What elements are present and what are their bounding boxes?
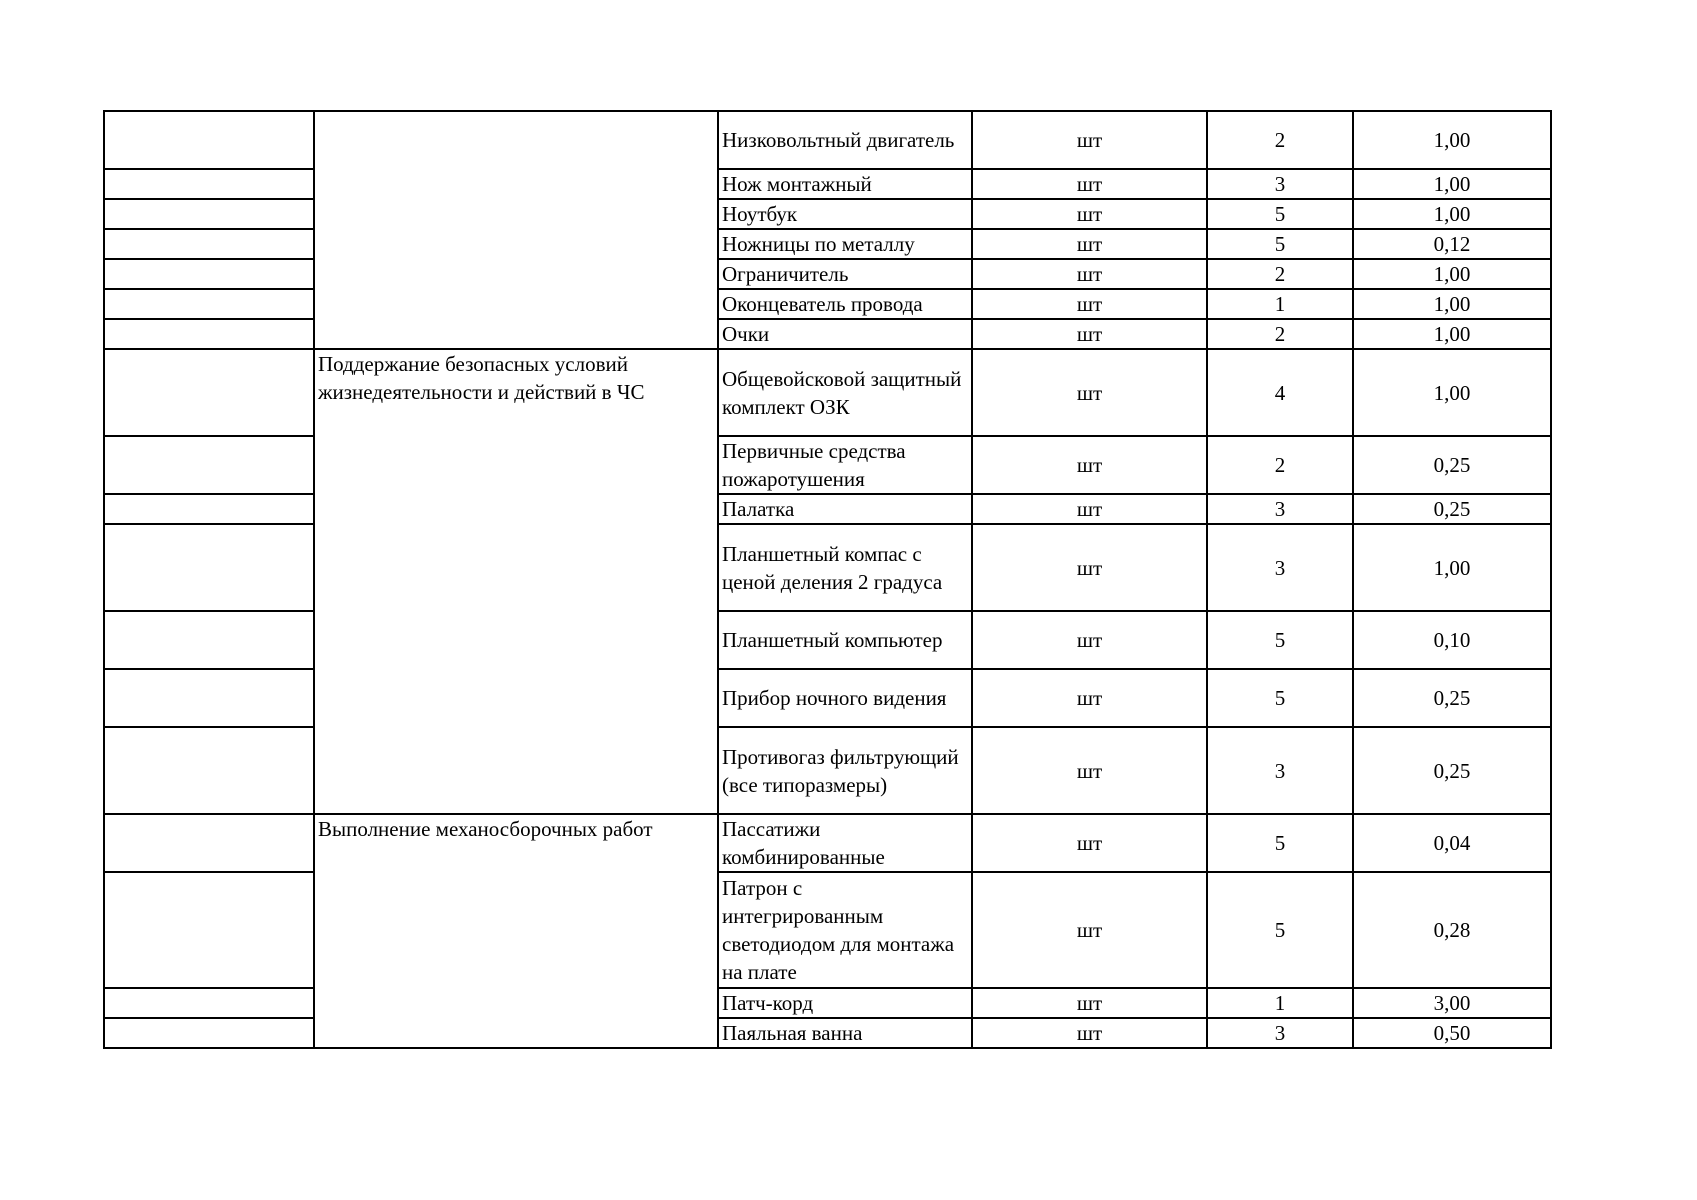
quantity-cell: 5 — [1207, 669, 1353, 727]
empty-cell — [104, 1018, 314, 1048]
item-name-cell: Общевойсковой защитный комплект ОЗК — [718, 349, 972, 436]
unit-cell: шт — [972, 319, 1207, 349]
unit-cell: шт — [972, 494, 1207, 524]
value-cell: 0,25 — [1353, 436, 1551, 494]
empty-cell — [104, 229, 314, 259]
section-cell: Поддержание безопасных условий жизнедеятельности и действий в ЧС — [314, 349, 718, 814]
empty-cell — [104, 319, 314, 349]
unit-cell: шт — [972, 988, 1207, 1018]
item-name-cell: Низковольтный двигатель — [718, 111, 972, 169]
empty-cell — [104, 524, 314, 611]
empty-cell — [104, 436, 314, 494]
unit-cell: шт — [972, 524, 1207, 611]
section-cell — [314, 111, 718, 349]
empty-cell — [104, 814, 314, 872]
quantity-cell: 5 — [1207, 814, 1353, 872]
empty-cell — [104, 872, 314, 988]
item-name-cell: Первичные средства пожаротушения — [718, 436, 972, 494]
value-cell: 1,00 — [1353, 524, 1551, 611]
value-cell: 0,28 — [1353, 872, 1551, 988]
value-cell: 0,25 — [1353, 494, 1551, 524]
quantity-cell: 3 — [1207, 727, 1353, 814]
value-cell: 1,00 — [1353, 319, 1551, 349]
item-name-cell: Планшетный компас с ценой деления 2 градуса — [718, 524, 972, 611]
quantity-cell: 3 — [1207, 524, 1353, 611]
empty-cell — [104, 349, 314, 436]
item-name-cell: Ножницы по металлу — [718, 229, 972, 259]
item-name-cell: Нож монтажный — [718, 169, 972, 199]
value-cell: 1,00 — [1353, 199, 1551, 229]
empty-cell — [104, 727, 314, 814]
unit-cell: шт — [972, 199, 1207, 229]
value-cell: 0,04 — [1353, 814, 1551, 872]
table-row — [104, 349, 1551, 436]
value-cell: 0,10 — [1353, 611, 1551, 669]
quantity-cell: 2 — [1207, 259, 1353, 289]
empty-cell — [104, 111, 314, 169]
unit-cell: шт — [972, 872, 1207, 988]
empty-cell — [104, 669, 314, 727]
quantity-cell: 3 — [1207, 494, 1353, 524]
section-cell: Выполнение механосборочных работ — [314, 814, 718, 1048]
quantity-cell: 3 — [1207, 1018, 1353, 1048]
quantity-cell: 2 — [1207, 111, 1353, 169]
table-row — [104, 814, 1551, 872]
unit-cell: шт — [972, 229, 1207, 259]
quantity-cell: 3 — [1207, 169, 1353, 199]
quantity-cell: 2 — [1207, 436, 1353, 494]
value-cell: 1,00 — [1353, 289, 1551, 319]
unit-cell: шт — [972, 349, 1207, 436]
empty-cell — [104, 611, 314, 669]
unit-cell: шт — [972, 611, 1207, 669]
value-cell: 0,25 — [1353, 727, 1551, 814]
quantity-cell: 5 — [1207, 199, 1353, 229]
quantity-cell: 5 — [1207, 611, 1353, 669]
item-name-cell: Оконцеватель провода — [718, 289, 972, 319]
unit-cell: шт — [972, 111, 1207, 169]
unit-cell: шт — [972, 436, 1207, 494]
value-cell: 1,00 — [1353, 349, 1551, 436]
item-name-cell: Планшетный компьютер — [718, 611, 972, 669]
unit-cell: шт — [972, 814, 1207, 872]
empty-cell — [104, 199, 314, 229]
unit-cell: шт — [972, 169, 1207, 199]
equipment-table — [103, 110, 1552, 1049]
item-name-cell: Палатка — [718, 494, 972, 524]
empty-cell — [104, 259, 314, 289]
item-name-cell: Прибор ночного видения — [718, 669, 972, 727]
quantity-cell: 4 — [1207, 349, 1353, 436]
value-cell: 3,00 — [1353, 988, 1551, 1018]
quantity-cell: 1 — [1207, 988, 1353, 1018]
item-name-cell: Очки — [718, 319, 972, 349]
item-name-cell: Патрон с интегрированным светодиодом для монтажа на плате — [718, 872, 972, 988]
quantity-cell: 2 — [1207, 319, 1353, 349]
value-cell: 1,00 — [1353, 259, 1551, 289]
unit-cell: шт — [972, 1018, 1207, 1048]
item-name-cell: Пассатижи комбинированные — [718, 814, 972, 872]
item-name-cell: Ограничитель — [718, 259, 972, 289]
item-name-cell: Противогаз фильтрующий (все типоразмеры) — [718, 727, 972, 814]
value-cell: 0,25 — [1353, 669, 1551, 727]
item-name-cell: Паяльная ванна — [718, 1018, 972, 1048]
empty-cell — [104, 988, 314, 1018]
unit-cell: шт — [972, 727, 1207, 814]
unit-cell: шт — [972, 669, 1207, 727]
quantity-cell: 1 — [1207, 289, 1353, 319]
quantity-cell: 5 — [1207, 229, 1353, 259]
value-cell: 1,00 — [1353, 111, 1551, 169]
value-cell: 0,50 — [1353, 1018, 1551, 1048]
equipment-table-body — [104, 111, 1551, 1048]
empty-cell — [104, 169, 314, 199]
table-row — [104, 111, 1551, 169]
unit-cell: шт — [972, 259, 1207, 289]
item-name-cell: Патч-корд — [718, 988, 972, 1018]
item-name-cell: Ноутбук — [718, 199, 972, 229]
value-cell: 0,12 — [1353, 229, 1551, 259]
unit-cell: шт — [972, 289, 1207, 319]
empty-cell — [104, 289, 314, 319]
quantity-cell: 5 — [1207, 872, 1353, 988]
empty-cell — [104, 494, 314, 524]
value-cell: 1,00 — [1353, 169, 1551, 199]
